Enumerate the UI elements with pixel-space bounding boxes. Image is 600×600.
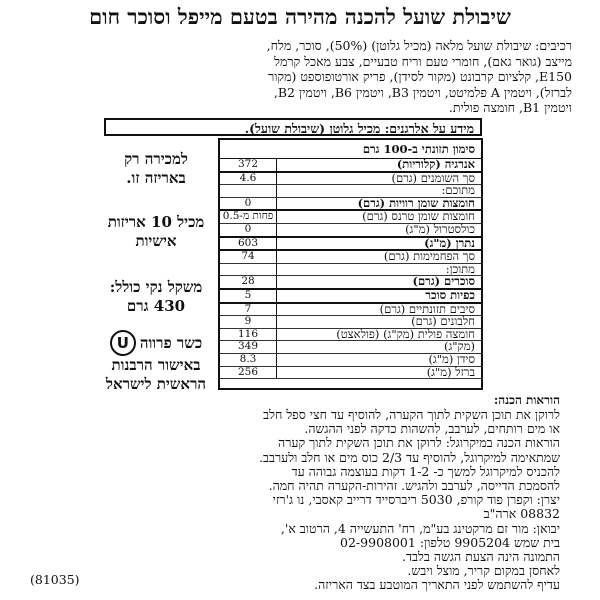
net-weight-line: 430 גרם [126, 297, 186, 315]
nutrition-rows [220, 159, 481, 379]
nutrition-row [220, 211, 481, 224]
net-weight-line: משקל נקי כולל: [109, 278, 203, 296]
preparation-block [26, 408, 560, 593]
nutrition-table [218, 138, 483, 390]
package-count-line: אישיות [135, 232, 177, 250]
nutrition-header: סימון תזונתי ב-100 גרם [220, 140, 481, 159]
nutrition-value: 4.6 [220, 173, 277, 185]
nutrition-label: (מק"ג) [443, 341, 475, 353]
preparation-line: יבואן: מור זם מרקטינג בע"מ, רח' התעשייה 4, הרטוב א', [280, 521, 560, 536]
nutrition-row [220, 224, 481, 238]
nutrition-label: סך הפחמימות (גרם) [383, 251, 475, 263]
preparation-line: עדיף להשתמש לפני התאריך המוטבע בצד האריזה. [314, 578, 560, 593]
nutrition-row [220, 304, 481, 317]
nutrition-value: 0 [220, 198, 277, 210]
nutrition-row [220, 173, 481, 186]
rabbinate-line: באישור הרבנות [111, 356, 201, 374]
preparation-line: או מים רותחים, לערבב, להשהות כדקה לפני ההגשה. [304, 422, 560, 437]
nutrition-row [220, 198, 481, 212]
nutrition-label: מתוכם: [441, 185, 475, 197]
nutrition-value: 256 [220, 367, 277, 379]
preparation-line: יצרן: וקפרן פוד קורפ, 5030 ריברסייד דרייב קאסבי, נו ג'רזי [272, 493, 560, 508]
sale-only-line: למכירה רק [124, 150, 188, 168]
preparation-line: בית שמש 9905204 טלפון: 02-9908001 [340, 535, 560, 550]
preparation-line: להסמכת הדייסה, לערבב ולהגיש. זהירות-הקערה תהיה חמה. [268, 479, 560, 494]
nutrition-row [220, 185, 481, 198]
nutrition-row [220, 264, 481, 277]
product-title: שיבולת שועל להכנה מהירה בטעם מייפל וסוכר חום [89, 4, 511, 29]
ingredients-line: ויטמין B1, חומצה פולית. [448, 100, 572, 115]
ingredients-block [26, 38, 572, 116]
nutrition-row [220, 238, 481, 252]
nutrition-row [220, 276, 481, 290]
nutrition-label: חומצות שומן טרנס (גרם) [362, 211, 475, 223]
nutrition-value [220, 185, 277, 197]
nutrition-row [220, 341, 481, 354]
kosher-line [100, 330, 212, 356]
nutrition-label: כפיות סוכר [425, 289, 475, 302]
nutrition-value: פחות מ-0.5 [220, 211, 277, 223]
nutrition-row [220, 251, 481, 264]
nutrition-value [220, 264, 277, 276]
preparation-line: להכניס למיקרוגל למשך כ- 1-2 דקות בעוצמה גבוהה עד [291, 464, 560, 479]
nutrition-value: 349 [220, 341, 277, 353]
nutrition-label: אנרגיה (קלוריות) [396, 159, 475, 171]
nutrition-value: 372 [220, 159, 277, 171]
nutrition-label: נתרן (מ"ג) [424, 237, 475, 250]
nutrition-value: 7 [220, 304, 277, 316]
preparation-line: הוראות הכנה במיקרוגל: לרוקן את תוכן השקית לתוך קערה [278, 436, 560, 451]
nutrition-value: 74 [220, 251, 277, 263]
nutrition-value: 0 [220, 224, 277, 236]
ingredients-line: לברזל), ויטמין A פלמיטט, ויטמין B3, ויטמין B6, ויטמין B2, [273, 84, 572, 100]
preparation-line: שמתאימה למיקרוגל, להוסיף עד 2/3 כוס מים או חלב ולערבב. [258, 450, 560, 465]
preparation-line: התמונה הינה הצעת הגשה בלבד. [402, 550, 560, 565]
nutrition-label: סידן (מ"ג) [428, 353, 475, 366]
nutrition-value: 5 [220, 290, 277, 302]
preparation-line: לאחסן במקום קריר, מוצל ויבש. [407, 564, 560, 579]
sale-only-note [100, 150, 212, 188]
preparation-line: 08832 ארה"ב [483, 507, 560, 522]
nutrition-label: ברזל (מ"ג) [426, 366, 475, 379]
nutrition-label: סוכרים (גרם) [412, 276, 475, 288]
nutrition-label: כולסטרול (מ"ג) [405, 223, 475, 236]
net-weight-note [100, 278, 212, 316]
preparation-line: לרוקן את תוכן השקית לתוך הקערה, להוסיף עד חצי ספל חלב [263, 408, 560, 422]
nutrition-label: חומצה פולית (מק"ג) (פולאצט) [336, 328, 475, 341]
nutrition-row [220, 367, 481, 380]
nutrition-label: חומצות שומן רוויות (גרם) [357, 197, 475, 210]
nutrition-row [220, 329, 481, 342]
nutrition-row [220, 316, 481, 329]
rabbinate-line: הראשית לישראל [105, 375, 207, 393]
nutrition-row [220, 159, 481, 173]
package-count-line: מכיל 10 אריזות [107, 213, 205, 231]
nutrition-label: חלבונים (גרם) [411, 316, 475, 328]
ingredients-line: רכיבים: שיבולת שועל מלאה (מכיל גלוטן) (50%), סוכר, מלח, [266, 38, 572, 53]
allergen-info: מידע על אלרגנים: מכיל גלוטן (שיבולת שועל). [104, 118, 482, 136]
nutrition-row [220, 354, 481, 367]
nutrition-label: סיבים תזונתיים (גרם) [379, 303, 475, 316]
nutrition-value: 9 [220, 316, 277, 328]
ingredients-line: E150, קלציום קרבונט (מקור לסידן), פריק אורטופוספט (מקור [268, 69, 572, 84]
nutrition-value: 8.3 [220, 354, 277, 366]
nutrition-value: 116 [220, 329, 277, 341]
nutrition-value: 603 [220, 238, 277, 250]
ou-kosher-icon: U [110, 330, 136, 356]
product-code: (81035) [30, 572, 80, 587]
nutrition-label: מתוכן: [445, 263, 475, 276]
kosher-note [100, 330, 212, 394]
nutrition-value: 28 [220, 276, 277, 288]
sale-only-line: באריזה זו. [126, 169, 186, 187]
nutrition-row [220, 290, 481, 304]
nutrition-label: סך השומנים (גרם) [391, 172, 475, 185]
kosher-label: כשר פרווה [139, 333, 203, 352]
package-count-note [100, 213, 212, 251]
preparation-title: הוראות הכנה: [493, 393, 560, 407]
ingredients-line: מייצב (גואר גאם), חומרי טעם וריח טבעיים, צבע מאכל קרמל [274, 53, 572, 69]
